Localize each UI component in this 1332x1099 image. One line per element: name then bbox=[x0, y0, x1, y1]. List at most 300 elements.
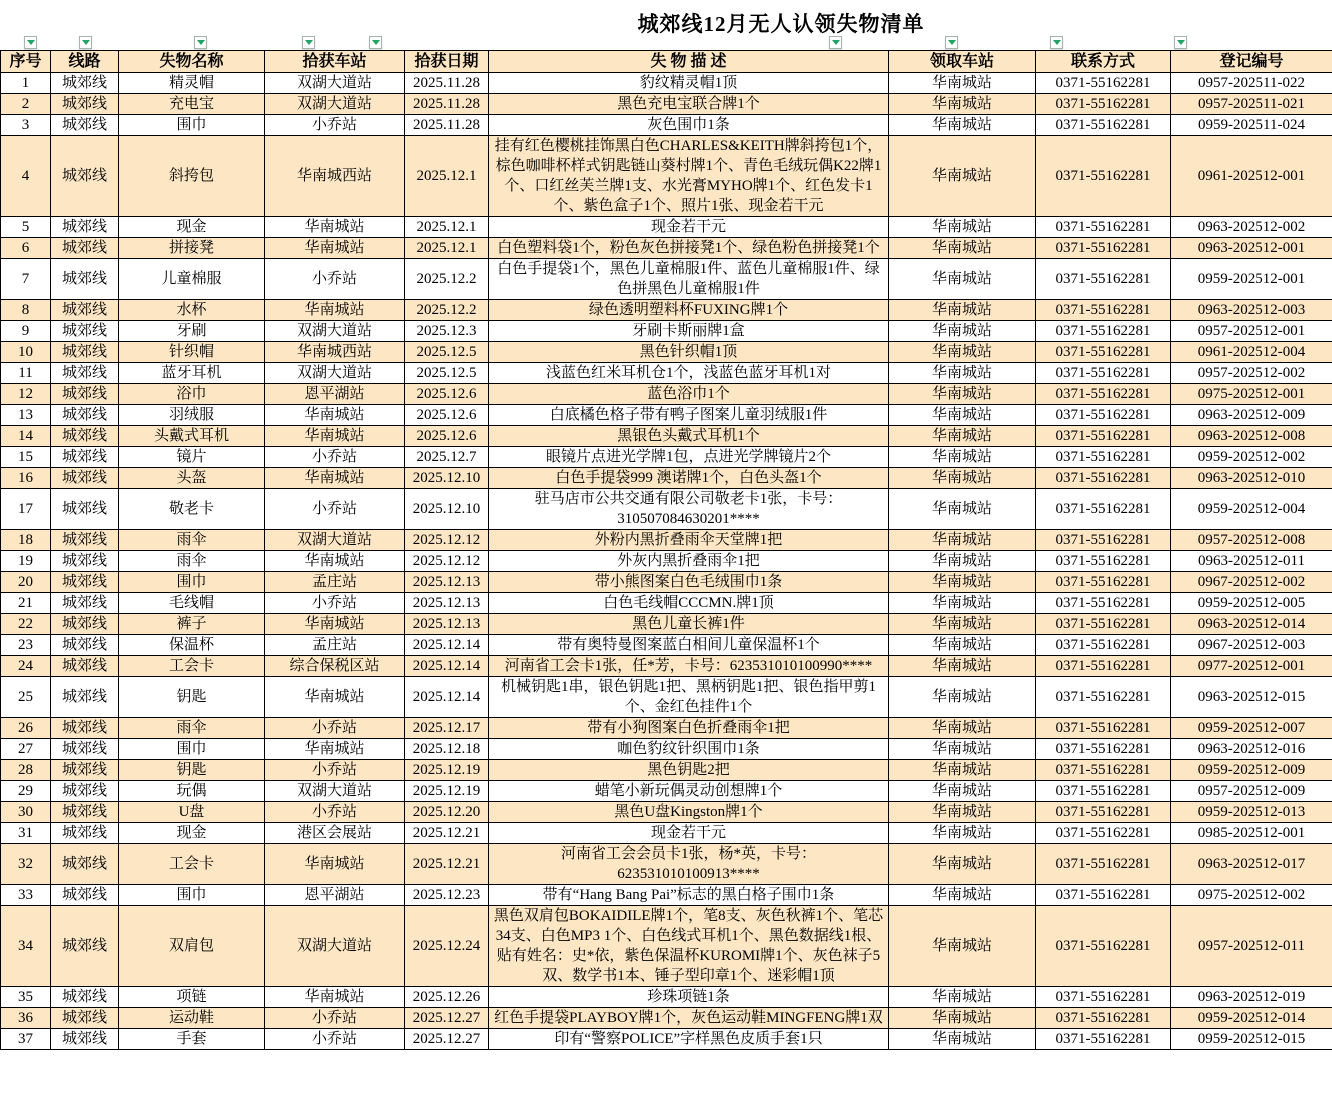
cell-registration-no[interactable]: 0959-202512-013 bbox=[1171, 802, 1332, 823]
cell-pickup-station[interactable]: 华南城站 bbox=[889, 321, 1036, 342]
cell-pickup-station[interactable]: 华南城站 bbox=[889, 760, 1036, 781]
cell-description[interactable]: 机械钥匙1串，银色钥匙1把、黑柄钥匙1把、银色指甲剪1个、金红色挂件1个 bbox=[489, 677, 889, 718]
cell-line[interactable]: 城郊线 bbox=[51, 677, 119, 718]
cell-pickup-station[interactable]: 华南城站 bbox=[889, 217, 1036, 238]
cell-item-name[interactable]: 雨伞 bbox=[119, 530, 265, 551]
cell-registration-no[interactable]: 0963-202512-017 bbox=[1171, 844, 1332, 885]
cell-found-station[interactable]: 华南城站 bbox=[265, 426, 405, 447]
cell-registration-no[interactable]: 0959-202512-007 bbox=[1171, 718, 1332, 739]
cell-found-date[interactable]: 2025.12.6 bbox=[405, 405, 489, 426]
cell-contact[interactable]: 0371-55162281 bbox=[1036, 739, 1171, 760]
cell-registration-no[interactable]: 0957-202512-002 bbox=[1171, 363, 1332, 384]
cell-pickup-station[interactable]: 华南城站 bbox=[889, 739, 1036, 760]
cell-index[interactable]: 23 bbox=[1, 635, 51, 656]
cell-registration-no[interactable]: 0957-202512-011 bbox=[1171, 906, 1332, 987]
cell-item-name[interactable]: U盘 bbox=[119, 802, 265, 823]
cell-line[interactable]: 城郊线 bbox=[51, 73, 119, 94]
cell-registration-no[interactable]: 0963-202512-015 bbox=[1171, 677, 1332, 718]
cell-found-date[interactable]: 2025.12.13 bbox=[405, 614, 489, 635]
cell-found-station[interactable]: 双湖大道站 bbox=[265, 781, 405, 802]
column-header-registration-no[interactable]: 登记编号 bbox=[1171, 51, 1332, 73]
cell-index[interactable]: 37 bbox=[1, 1029, 51, 1050]
cell-line[interactable]: 城郊线 bbox=[51, 530, 119, 551]
cell-registration-no[interactable]: 0975-202512-002 bbox=[1171, 885, 1332, 906]
cell-index[interactable]: 12 bbox=[1, 384, 51, 405]
cell-found-date[interactable]: 2025.12.7 bbox=[405, 447, 489, 468]
filter-dropdown-icon[interactable] bbox=[1050, 36, 1063, 49]
cell-index[interactable]: 6 bbox=[1, 238, 51, 259]
cell-index[interactable]: 29 bbox=[1, 781, 51, 802]
cell-index[interactable]: 13 bbox=[1, 405, 51, 426]
cell-pickup-station[interactable]: 华南城站 bbox=[889, 781, 1036, 802]
cell-description[interactable]: 外灰内黑折叠雨伞1把 bbox=[489, 551, 889, 572]
cell-description[interactable]: 蜡笔小新玩偶灵动创想牌1个 bbox=[489, 781, 889, 802]
cell-index[interactable]: 11 bbox=[1, 363, 51, 384]
cell-found-station[interactable]: 双湖大道站 bbox=[265, 906, 405, 987]
cell-found-date[interactable]: 2025.12.12 bbox=[405, 551, 489, 572]
cell-item-name[interactable]: 浴巾 bbox=[119, 384, 265, 405]
cell-found-date[interactable]: 2025.12.21 bbox=[405, 823, 489, 844]
cell-pickup-station[interactable]: 华南城站 bbox=[889, 614, 1036, 635]
cell-found-date[interactable]: 2025.12.3 bbox=[405, 321, 489, 342]
cell-item-name[interactable]: 精灵帽 bbox=[119, 73, 265, 94]
cell-contact[interactable]: 0371-55162281 bbox=[1036, 1008, 1171, 1029]
cell-index[interactable]: 33 bbox=[1, 885, 51, 906]
cell-description[interactable]: 白色手提袋999 澳诺牌1个，白色头盔1个 bbox=[489, 468, 889, 489]
filter-dropdown-icon[interactable] bbox=[829, 36, 842, 49]
cell-found-station[interactable]: 港区会展站 bbox=[265, 823, 405, 844]
cell-contact[interactable]: 0371-55162281 bbox=[1036, 115, 1171, 136]
cell-item-name[interactable]: 保温杯 bbox=[119, 635, 265, 656]
cell-found-station[interactable]: 小乔站 bbox=[265, 593, 405, 614]
cell-contact[interactable]: 0371-55162281 bbox=[1036, 73, 1171, 94]
cell-description[interactable]: 黑银色头戴式耳机1个 bbox=[489, 426, 889, 447]
cell-pickup-station[interactable]: 华南城站 bbox=[889, 1008, 1036, 1029]
cell-index[interactable]: 27 bbox=[1, 739, 51, 760]
cell-pickup-station[interactable]: 华南城站 bbox=[889, 656, 1036, 677]
cell-item-name[interactable]: 钥匙 bbox=[119, 677, 265, 718]
cell-found-date[interactable]: 2025.12.1 bbox=[405, 217, 489, 238]
cell-registration-no[interactable]: 0957-202511-022 bbox=[1171, 73, 1332, 94]
cell-index[interactable]: 16 bbox=[1, 468, 51, 489]
cell-pickup-station[interactable]: 华南城站 bbox=[889, 593, 1036, 614]
cell-index[interactable]: 8 bbox=[1, 300, 51, 321]
cell-registration-no[interactable]: 0963-202512-016 bbox=[1171, 739, 1332, 760]
cell-found-station[interactable]: 小乔站 bbox=[265, 1029, 405, 1050]
cell-line[interactable]: 城郊线 bbox=[51, 447, 119, 468]
column-header-contact[interactable]: 联系方式 bbox=[1036, 51, 1171, 73]
cell-item-name[interactable]: 围巾 bbox=[119, 739, 265, 760]
cell-found-date[interactable]: 2025.12.14 bbox=[405, 677, 489, 718]
cell-line[interactable]: 城郊线 bbox=[51, 384, 119, 405]
cell-pickup-station[interactable]: 华南城站 bbox=[889, 447, 1036, 468]
cell-pickup-station[interactable]: 华南城站 bbox=[889, 572, 1036, 593]
cell-found-station[interactable]: 双湖大道站 bbox=[265, 363, 405, 384]
cell-description[interactable]: 带有“Hang Bang Pai”标志的黑白格子围巾1条 bbox=[489, 885, 889, 906]
cell-description[interactable]: 带有小狗图案白色折叠雨伞1把 bbox=[489, 718, 889, 739]
cell-contact[interactable]: 0371-55162281 bbox=[1036, 468, 1171, 489]
cell-index[interactable]: 22 bbox=[1, 614, 51, 635]
cell-found-station[interactable]: 华南城站 bbox=[265, 739, 405, 760]
cell-found-date[interactable]: 2025.12.13 bbox=[405, 572, 489, 593]
cell-description[interactable]: 带小熊图案白色毛绒围巾1条 bbox=[489, 572, 889, 593]
column-header-found-date[interactable]: 拾获日期 bbox=[405, 51, 489, 73]
cell-description[interactable]: 河南省工会会员卡1张，杨*英，卡号：623531010100913**** bbox=[489, 844, 889, 885]
cell-line[interactable]: 城郊线 bbox=[51, 363, 119, 384]
cell-found-station[interactable]: 华南城站 bbox=[265, 614, 405, 635]
cell-pickup-station[interactable]: 华南城站 bbox=[889, 1029, 1036, 1050]
cell-found-station[interactable]: 华南城西站 bbox=[265, 342, 405, 363]
cell-contact[interactable]: 0371-55162281 bbox=[1036, 614, 1171, 635]
cell-pickup-station[interactable]: 华南城站 bbox=[889, 468, 1036, 489]
cell-line[interactable]: 城郊线 bbox=[51, 342, 119, 363]
cell-description[interactable]: 现金若干元 bbox=[489, 217, 889, 238]
cell-pickup-station[interactable]: 华南城站 bbox=[889, 94, 1036, 115]
cell-found-station[interactable]: 华南城站 bbox=[265, 468, 405, 489]
cell-contact[interactable]: 0371-55162281 bbox=[1036, 1029, 1171, 1050]
cell-line[interactable]: 城郊线 bbox=[51, 781, 119, 802]
cell-item-name[interactable]: 钥匙 bbox=[119, 760, 265, 781]
cell-pickup-station[interactable]: 华南城站 bbox=[889, 136, 1036, 217]
cell-description[interactable]: 黑色双肩包BOKAIDILE牌1个，笔8支、灰色秋裤1个、笔芯34支、白色MP3 1个、白色线式耳机1个、黑色数据线1根、贴有姓名：史*依，紫色保温杯KUROMI牌1个、灰色袜子5双、数学书1本、锤子型印章1个、迷彩帽1顶 bbox=[489, 906, 889, 987]
cell-contact[interactable]: 0371-55162281 bbox=[1036, 217, 1171, 238]
cell-found-date[interactable]: 2025.12.12 bbox=[405, 530, 489, 551]
cell-line[interactable]: 城郊线 bbox=[51, 468, 119, 489]
cell-description[interactable]: 外粉内黑折叠雨伞天堂牌1把 bbox=[489, 530, 889, 551]
cell-contact[interactable]: 0371-55162281 bbox=[1036, 238, 1171, 259]
cell-pickup-station[interactable]: 华南城站 bbox=[889, 530, 1036, 551]
cell-item-name[interactable]: 围巾 bbox=[119, 115, 265, 136]
cell-found-date[interactable]: 2025.12.14 bbox=[405, 635, 489, 656]
filter-dropdown-icon[interactable] bbox=[24, 36, 37, 49]
cell-index[interactable]: 25 bbox=[1, 677, 51, 718]
cell-registration-no[interactable]: 0963-202512-002 bbox=[1171, 217, 1332, 238]
cell-found-date[interactable]: 2025.12.10 bbox=[405, 489, 489, 530]
cell-found-station[interactable]: 双湖大道站 bbox=[265, 321, 405, 342]
cell-found-date[interactable]: 2025.12.10 bbox=[405, 468, 489, 489]
cell-contact[interactable]: 0371-55162281 bbox=[1036, 572, 1171, 593]
cell-registration-no[interactable]: 0959-202512-002 bbox=[1171, 447, 1332, 468]
cell-found-date[interactable]: 2025.12.26 bbox=[405, 987, 489, 1008]
cell-index[interactable]: 36 bbox=[1, 1008, 51, 1029]
cell-index[interactable]: 2 bbox=[1, 94, 51, 115]
cell-pickup-station[interactable]: 华南城站 bbox=[889, 489, 1036, 530]
cell-description[interactable]: 豹纹精灵帽1顶 bbox=[489, 73, 889, 94]
cell-registration-no[interactable]: 0963-202512-010 bbox=[1171, 468, 1332, 489]
cell-found-date[interactable]: 2025.12.18 bbox=[405, 739, 489, 760]
cell-line[interactable]: 城郊线 bbox=[51, 136, 119, 217]
cell-description[interactable]: 白色塑料袋1个，粉色灰色拼接凳1个、绿色粉色拼接凳1个 bbox=[489, 238, 889, 259]
cell-line[interactable]: 城郊线 bbox=[51, 238, 119, 259]
cell-found-station[interactable]: 小乔站 bbox=[265, 259, 405, 300]
cell-registration-no[interactable]: 0963-202512-009 bbox=[1171, 405, 1332, 426]
cell-contact[interactable]: 0371-55162281 bbox=[1036, 656, 1171, 677]
cell-found-station[interactable]: 小乔站 bbox=[265, 802, 405, 823]
cell-found-station[interactable]: 综合保税区站 bbox=[265, 656, 405, 677]
cell-contact[interactable]: 0371-55162281 bbox=[1036, 136, 1171, 217]
cell-found-station[interactable]: 华南城站 bbox=[265, 238, 405, 259]
cell-contact[interactable]: 0371-55162281 bbox=[1036, 489, 1171, 530]
cell-pickup-station[interactable]: 华南城站 bbox=[889, 551, 1036, 572]
cell-found-date[interactable]: 2025.12.19 bbox=[405, 760, 489, 781]
cell-line[interactable]: 城郊线 bbox=[51, 115, 119, 136]
cell-line[interactable]: 城郊线 bbox=[51, 635, 119, 656]
cell-index[interactable]: 26 bbox=[1, 718, 51, 739]
cell-found-station[interactable]: 华南城站 bbox=[265, 217, 405, 238]
cell-found-date[interactable]: 2025.12.24 bbox=[405, 906, 489, 987]
cell-description[interactable]: 黑色充电宝联合牌1个 bbox=[489, 94, 889, 115]
cell-contact[interactable]: 0371-55162281 bbox=[1036, 405, 1171, 426]
cell-registration-no[interactable]: 0957-202512-008 bbox=[1171, 530, 1332, 551]
cell-description[interactable]: 咖色豹纹针织围巾1条 bbox=[489, 739, 889, 760]
cell-description[interactable]: 灰色围巾1条 bbox=[489, 115, 889, 136]
cell-registration-no[interactable]: 0967-202512-002 bbox=[1171, 572, 1332, 593]
cell-line[interactable]: 城郊线 bbox=[51, 489, 119, 530]
cell-item-name[interactable]: 斜挎包 bbox=[119, 136, 265, 217]
cell-item-name[interactable]: 羽绒服 bbox=[119, 405, 265, 426]
cell-item-name[interactable]: 雨伞 bbox=[119, 718, 265, 739]
cell-registration-no[interactable]: 0959-202511-024 bbox=[1171, 115, 1332, 136]
cell-contact[interactable]: 0371-55162281 bbox=[1036, 885, 1171, 906]
cell-found-station[interactable]: 小乔站 bbox=[265, 1008, 405, 1029]
cell-pickup-station[interactable]: 华南城站 bbox=[889, 363, 1036, 384]
cell-registration-no[interactable]: 0959-202512-009 bbox=[1171, 760, 1332, 781]
cell-pickup-station[interactable]: 华南城站 bbox=[889, 405, 1036, 426]
cell-description[interactable]: 印有“警察POLICE”字样黑色皮质手套1只 bbox=[489, 1029, 889, 1050]
cell-line[interactable]: 城郊线 bbox=[51, 321, 119, 342]
cell-line[interactable]: 城郊线 bbox=[51, 718, 119, 739]
cell-line[interactable]: 城郊线 bbox=[51, 572, 119, 593]
cell-description[interactable]: 驻马店市公共交通有限公司敬老卡1张，卡号：310507084630201**** bbox=[489, 489, 889, 530]
cell-item-name[interactable]: 工会卡 bbox=[119, 844, 265, 885]
cell-description[interactable]: 黑色儿童长裤1件 bbox=[489, 614, 889, 635]
cell-registration-no[interactable]: 0975-202512-001 bbox=[1171, 384, 1332, 405]
cell-registration-no[interactable]: 0957-202512-009 bbox=[1171, 781, 1332, 802]
cell-line[interactable]: 城郊线 bbox=[51, 300, 119, 321]
cell-description[interactable]: 白色毛线帽CCCMN.牌1顶 bbox=[489, 593, 889, 614]
cell-found-station[interactable]: 华南城站 bbox=[265, 551, 405, 572]
cell-line[interactable]: 城郊线 bbox=[51, 593, 119, 614]
cell-found-station[interactable]: 小乔站 bbox=[265, 447, 405, 468]
cell-contact[interactable]: 0371-55162281 bbox=[1036, 760, 1171, 781]
filter-dropdown-icon[interactable] bbox=[302, 36, 315, 49]
cell-contact[interactable]: 0371-55162281 bbox=[1036, 363, 1171, 384]
column-header-item-name[interactable]: 失物名称 bbox=[119, 51, 265, 73]
cell-found-station[interactable]: 小乔站 bbox=[265, 115, 405, 136]
cell-pickup-station[interactable]: 华南城站 bbox=[889, 844, 1036, 885]
cell-item-name[interactable]: 毛线帽 bbox=[119, 593, 265, 614]
cell-found-date[interactable]: 2025.12.19 bbox=[405, 781, 489, 802]
cell-found-station[interactable]: 华南城西站 bbox=[265, 136, 405, 217]
cell-found-station[interactable]: 孟庄站 bbox=[265, 572, 405, 593]
filter-dropdown-icon[interactable] bbox=[945, 36, 958, 49]
cell-registration-no[interactable]: 0963-202512-014 bbox=[1171, 614, 1332, 635]
cell-found-date[interactable]: 2025.12.14 bbox=[405, 656, 489, 677]
cell-registration-no[interactable]: 0957-202511-021 bbox=[1171, 94, 1332, 115]
cell-item-name[interactable]: 项链 bbox=[119, 987, 265, 1008]
cell-item-name[interactable]: 牙刷 bbox=[119, 321, 265, 342]
cell-contact[interactable]: 0371-55162281 bbox=[1036, 342, 1171, 363]
cell-line[interactable]: 城郊线 bbox=[51, 1029, 119, 1050]
cell-pickup-station[interactable]: 华南城站 bbox=[889, 115, 1036, 136]
cell-line[interactable]: 城郊线 bbox=[51, 906, 119, 987]
column-header-description[interactable]: 失 物 描 述 bbox=[489, 51, 889, 73]
cell-item-name[interactable]: 头戴式耳机 bbox=[119, 426, 265, 447]
cell-pickup-station[interactable]: 华南城站 bbox=[889, 426, 1036, 447]
cell-contact[interactable]: 0371-55162281 bbox=[1036, 384, 1171, 405]
filter-dropdown-icon[interactable] bbox=[1174, 36, 1187, 49]
cell-item-name[interactable]: 儿童棉服 bbox=[119, 259, 265, 300]
cell-line[interactable]: 城郊线 bbox=[51, 551, 119, 572]
cell-line[interactable]: 城郊线 bbox=[51, 739, 119, 760]
cell-item-name[interactable]: 充电宝 bbox=[119, 94, 265, 115]
cell-pickup-station[interactable]: 华南城站 bbox=[889, 73, 1036, 94]
cell-found-date[interactable]: 2025.12.5 bbox=[405, 363, 489, 384]
cell-pickup-station[interactable]: 华南城站 bbox=[889, 342, 1036, 363]
cell-pickup-station[interactable]: 华南城站 bbox=[889, 384, 1036, 405]
cell-found-date[interactable]: 2025.12.2 bbox=[405, 259, 489, 300]
cell-item-name[interactable]: 镜片 bbox=[119, 447, 265, 468]
cell-found-station[interactable]: 恩平湖站 bbox=[265, 885, 405, 906]
cell-index[interactable]: 31 bbox=[1, 823, 51, 844]
cell-description[interactable]: 浅蓝色红米耳机仓1个，浅蓝色蓝牙耳机1对 bbox=[489, 363, 889, 384]
cell-contact[interactable]: 0371-55162281 bbox=[1036, 844, 1171, 885]
cell-description[interactable]: 黑色钥匙2把 bbox=[489, 760, 889, 781]
cell-item-name[interactable]: 蓝牙耳机 bbox=[119, 363, 265, 384]
cell-contact[interactable]: 0371-55162281 bbox=[1036, 94, 1171, 115]
cell-item-name[interactable]: 头盔 bbox=[119, 468, 265, 489]
cell-found-date[interactable]: 2025.11.28 bbox=[405, 115, 489, 136]
cell-pickup-station[interactable]: 华南城站 bbox=[889, 906, 1036, 987]
cell-found-station[interactable]: 华南城站 bbox=[265, 987, 405, 1008]
cell-line[interactable]: 城郊线 bbox=[51, 426, 119, 447]
cell-index[interactable]: 19 bbox=[1, 551, 51, 572]
cell-pickup-station[interactable]: 华南城站 bbox=[889, 677, 1036, 718]
cell-item-name[interactable]: 双肩包 bbox=[119, 906, 265, 987]
cell-found-date[interactable]: 2025.12.1 bbox=[405, 136, 489, 217]
cell-line[interactable]: 城郊线 bbox=[51, 885, 119, 906]
cell-contact[interactable]: 0371-55162281 bbox=[1036, 635, 1171, 656]
cell-index[interactable]: 15 bbox=[1, 447, 51, 468]
cell-registration-no[interactable]: 0961-202512-004 bbox=[1171, 342, 1332, 363]
cell-registration-no[interactable]: 0961-202512-001 bbox=[1171, 136, 1332, 217]
cell-item-name[interactable]: 工会卡 bbox=[119, 656, 265, 677]
cell-index[interactable]: 14 bbox=[1, 426, 51, 447]
cell-pickup-station[interactable]: 华南城站 bbox=[889, 885, 1036, 906]
cell-registration-no[interactable]: 0963-202512-001 bbox=[1171, 238, 1332, 259]
cell-found-station[interactable]: 双湖大道站 bbox=[265, 94, 405, 115]
cell-found-date[interactable]: 2025.11.28 bbox=[405, 73, 489, 94]
cell-found-date[interactable]: 2025.12.6 bbox=[405, 426, 489, 447]
filter-dropdown-icon[interactable] bbox=[194, 36, 207, 49]
cell-contact[interactable]: 0371-55162281 bbox=[1036, 987, 1171, 1008]
cell-index[interactable]: 9 bbox=[1, 321, 51, 342]
cell-contact[interactable]: 0371-55162281 bbox=[1036, 718, 1171, 739]
filter-dropdown-icon[interactable] bbox=[79, 36, 92, 49]
cell-found-date[interactable]: 2025.12.5 bbox=[405, 342, 489, 363]
column-header-line[interactable]: 线路 bbox=[51, 51, 119, 73]
cell-description[interactable]: 黑色U盘Kingston牌1个 bbox=[489, 802, 889, 823]
cell-contact[interactable]: 0371-55162281 bbox=[1036, 426, 1171, 447]
cell-line[interactable]: 城郊线 bbox=[51, 259, 119, 300]
cell-registration-no[interactable]: 0963-202512-019 bbox=[1171, 987, 1332, 1008]
cell-found-date[interactable]: 2025.12.27 bbox=[405, 1029, 489, 1050]
cell-description[interactable]: 牙刷卡斯丽牌1盒 bbox=[489, 321, 889, 342]
cell-item-name[interactable]: 围巾 bbox=[119, 572, 265, 593]
cell-description[interactable]: 黑色针织帽1顶 bbox=[489, 342, 889, 363]
cell-found-station[interactable]: 华南城站 bbox=[265, 844, 405, 885]
cell-index[interactable]: 24 bbox=[1, 656, 51, 677]
cell-contact[interactable]: 0371-55162281 bbox=[1036, 530, 1171, 551]
cell-pickup-station[interactable]: 华南城站 bbox=[889, 802, 1036, 823]
cell-registration-no[interactable]: 0959-202512-004 bbox=[1171, 489, 1332, 530]
cell-found-station[interactable]: 小乔站 bbox=[265, 760, 405, 781]
cell-registration-no[interactable]: 0959-202512-001 bbox=[1171, 259, 1332, 300]
cell-description[interactable]: 红色手提袋PLAYBOY牌1个，灰色运动鞋MINGFENG牌1双 bbox=[489, 1008, 889, 1029]
cell-description[interactable]: 眼镜片点进光学牌1包，点进光学牌镜片2个 bbox=[489, 447, 889, 468]
cell-index[interactable]: 7 bbox=[1, 259, 51, 300]
cell-contact[interactable]: 0371-55162281 bbox=[1036, 259, 1171, 300]
cell-index[interactable]: 3 bbox=[1, 115, 51, 136]
cell-contact[interactable]: 0371-55162281 bbox=[1036, 781, 1171, 802]
cell-item-name[interactable]: 拼接凳 bbox=[119, 238, 265, 259]
cell-item-name[interactable]: 运动鞋 bbox=[119, 1008, 265, 1029]
cell-contact[interactable]: 0371-55162281 bbox=[1036, 447, 1171, 468]
cell-registration-no[interactable]: 0963-202512-008 bbox=[1171, 426, 1332, 447]
cell-description[interactable]: 现金若干元 bbox=[489, 823, 889, 844]
cell-description[interactable]: 河南省工会卡1张，任*芳，卡号：623531010100990**** bbox=[489, 656, 889, 677]
cell-found-station[interactable]: 华南城站 bbox=[265, 405, 405, 426]
cell-found-date[interactable]: 2025.12.1 bbox=[405, 238, 489, 259]
cell-registration-no[interactable]: 0957-202512-001 bbox=[1171, 321, 1332, 342]
cell-index[interactable]: 35 bbox=[1, 987, 51, 1008]
cell-index[interactable]: 28 bbox=[1, 760, 51, 781]
cell-index[interactable]: 17 bbox=[1, 489, 51, 530]
cell-found-date[interactable]: 2025.11.28 bbox=[405, 94, 489, 115]
cell-pickup-station[interactable]: 华南城站 bbox=[889, 635, 1036, 656]
cell-found-date[interactable]: 2025.12.21 bbox=[405, 844, 489, 885]
cell-description[interactable]: 蓝色浴巾1个 bbox=[489, 384, 889, 405]
cell-found-station[interactable]: 华南城站 bbox=[265, 677, 405, 718]
cell-index[interactable]: 30 bbox=[1, 802, 51, 823]
cell-description[interactable]: 绿色透明塑料杯FUXING牌1个 bbox=[489, 300, 889, 321]
cell-pickup-station[interactable]: 华南城站 bbox=[889, 238, 1036, 259]
cell-description[interactable]: 白色手提袋1个，黑色儿童棉服1件、蓝色儿童棉服1件、绿色拼黑色儿童棉服1件 bbox=[489, 259, 889, 300]
cell-registration-no[interactable]: 0985-202512-001 bbox=[1171, 823, 1332, 844]
cell-item-name[interactable]: 现金 bbox=[119, 823, 265, 844]
cell-line[interactable]: 城郊线 bbox=[51, 987, 119, 1008]
cell-line[interactable]: 城郊线 bbox=[51, 614, 119, 635]
cell-description[interactable]: 珍珠项链1条 bbox=[489, 987, 889, 1008]
cell-item-name[interactable]: 裤子 bbox=[119, 614, 265, 635]
cell-found-date[interactable]: 2025.12.2 bbox=[405, 300, 489, 321]
cell-registration-no[interactable]: 0977-202512-001 bbox=[1171, 656, 1332, 677]
cell-description[interactable]: 白底橘色格子带有鸭子图案儿童羽绒服1件 bbox=[489, 405, 889, 426]
cell-pickup-station[interactable]: 华南城站 bbox=[889, 823, 1036, 844]
cell-index[interactable]: 20 bbox=[1, 572, 51, 593]
cell-registration-no[interactable]: 0967-202512-003 bbox=[1171, 635, 1332, 656]
cell-pickup-station[interactable]: 华南城站 bbox=[889, 987, 1036, 1008]
cell-item-name[interactable]: 现金 bbox=[119, 217, 265, 238]
cell-registration-no[interactable]: 0959-202512-014 bbox=[1171, 1008, 1332, 1029]
cell-found-station[interactable]: 双湖大道站 bbox=[265, 73, 405, 94]
cell-registration-no[interactable]: 0963-202512-011 bbox=[1171, 551, 1332, 572]
cell-item-name[interactable]: 玩偶 bbox=[119, 781, 265, 802]
cell-registration-no[interactable]: 0959-202512-015 bbox=[1171, 1029, 1332, 1050]
cell-registration-no[interactable]: 0959-202512-005 bbox=[1171, 593, 1332, 614]
cell-contact[interactable]: 0371-55162281 bbox=[1036, 802, 1171, 823]
cell-line[interactable]: 城郊线 bbox=[51, 823, 119, 844]
